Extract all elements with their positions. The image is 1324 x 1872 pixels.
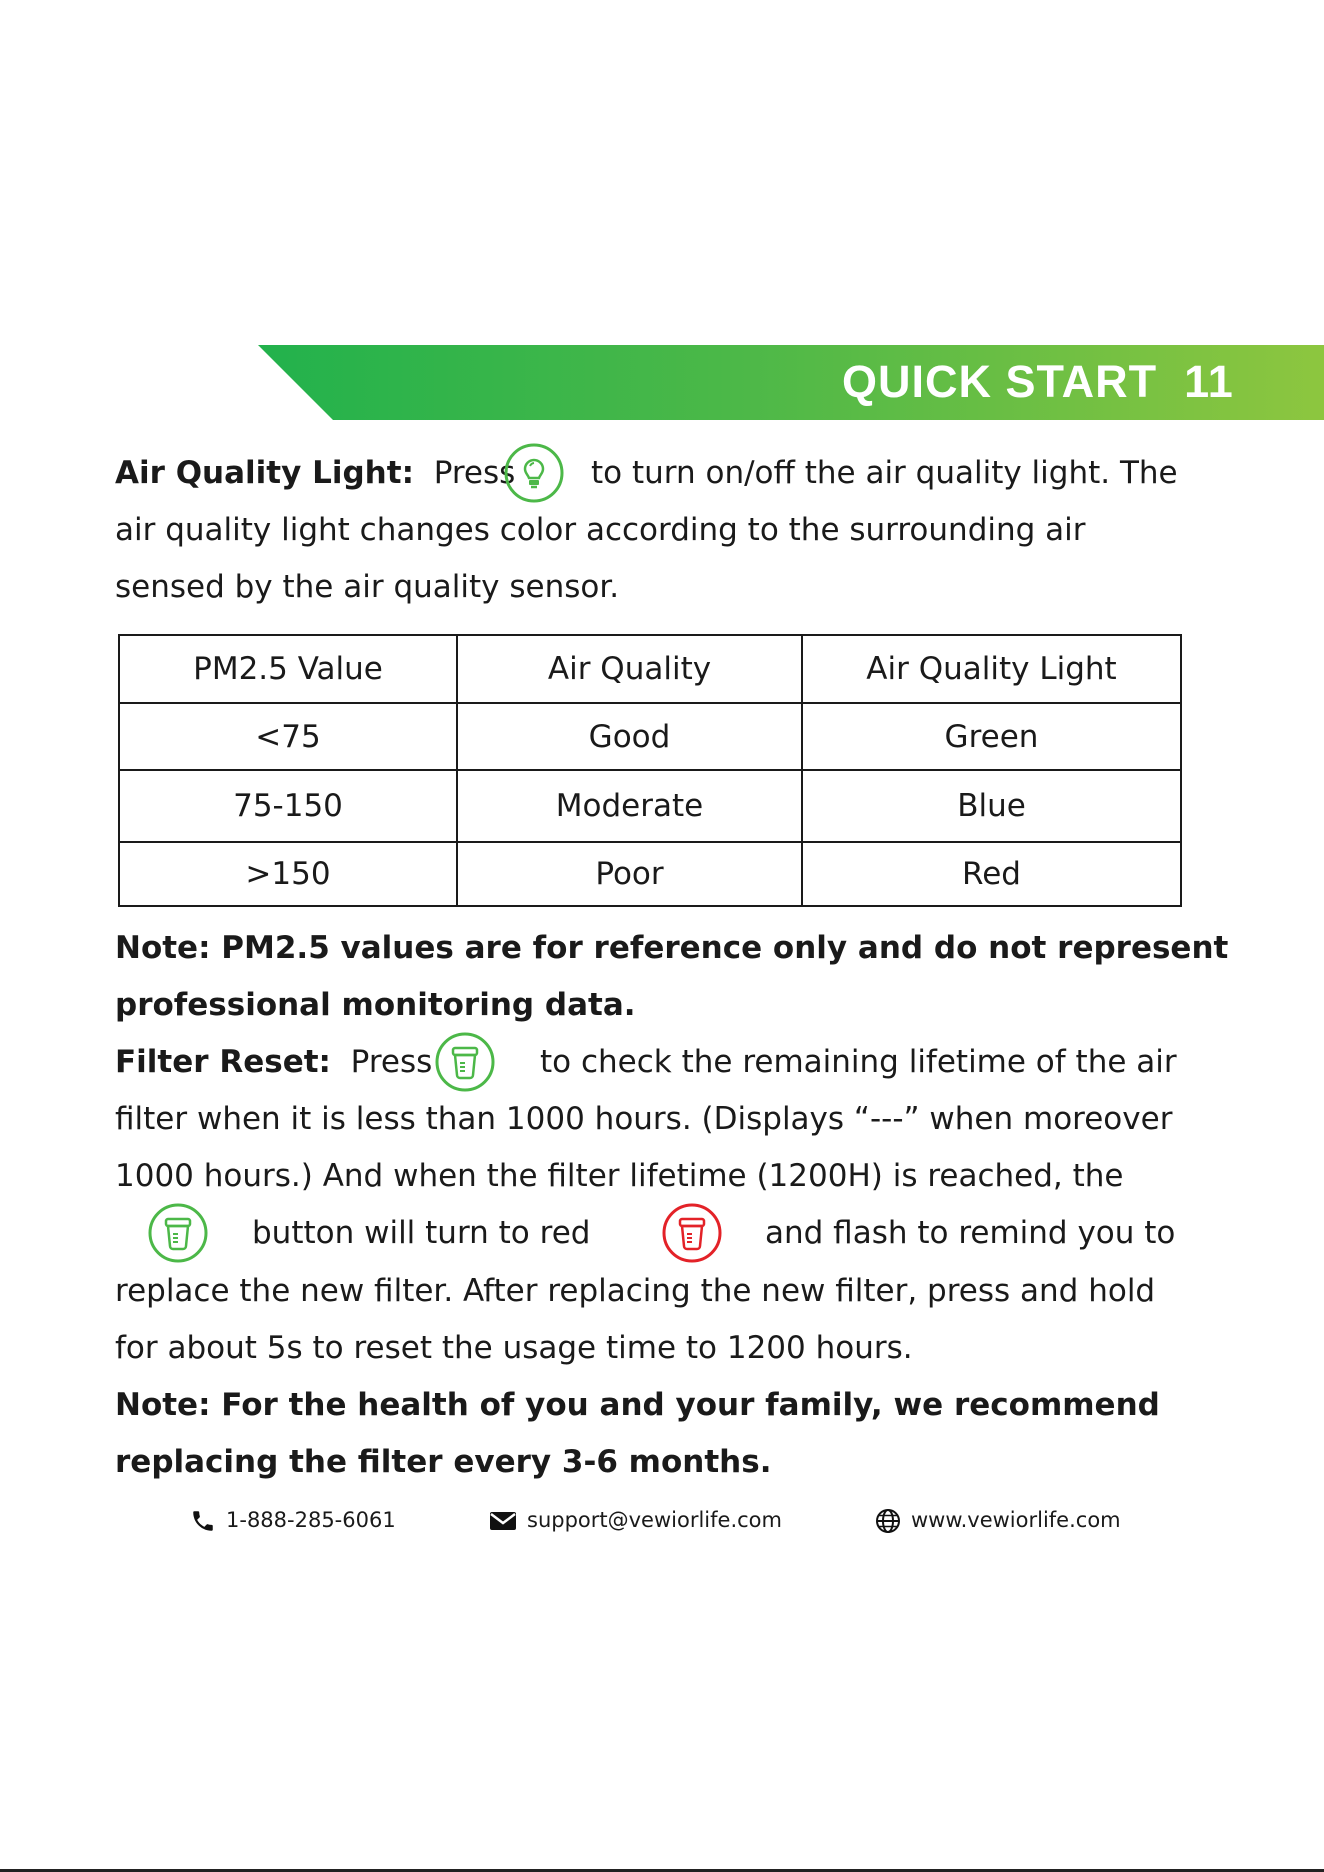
table-row <box>119 703 1181 770</box>
air-quality-line-1-rest: to turn on/off the air quality light. The <box>591 455 1178 491</box>
table-cell: >150 <box>119 842 457 906</box>
filter-reset-line-3: 1000 hours.) And when the filter lifetime (1200H) is reached, the <box>115 1158 1124 1194</box>
mail-icon <box>489 1510 517 1532</box>
light-bulb-icon[interactable] <box>503 442 565 504</box>
table-header-cell: PM2.5 Value <box>119 635 457 703</box>
air-quality-line-2: air quality light changes color according to the surrounding air <box>115 512 1086 548</box>
filter-reset-line-6: for about 5s to reset the usage time to 1200 hours. <box>115 1330 913 1366</box>
filter-reset-line-1-rest: to check the remaining lifetime of the air <box>540 1044 1177 1080</box>
phone-number: 1-888-285-6061 <box>226 1508 396 1532</box>
table-header-cell: Air Quality Light <box>802 635 1181 703</box>
table-cell: Blue <box>802 770 1181 842</box>
table-cell: Moderate <box>457 770 802 842</box>
table-cell: Good <box>457 703 802 770</box>
filter-reset-line-5: replace the new filter. After replacing the new filter, press and hold <box>115 1273 1156 1309</box>
note-health-line-1: Note: For the health of you and your family, we recommend <box>115 1387 1160 1423</box>
filter-reset-line-2: filter when it is less than 1000 hours. (Displays “---” when moreover <box>115 1101 1173 1137</box>
note-health-line-2: replacing the filter every 3-6 months. <box>115 1444 772 1480</box>
phone-icon <box>190 1508 216 1534</box>
globe-icon <box>875 1508 901 1534</box>
filter-icon[interactable] <box>147 1202 209 1264</box>
email-address: support@vewiorlife.com <box>527 1508 782 1532</box>
table-header-row <box>119 635 1181 703</box>
table-cell: 75-150 <box>119 770 457 842</box>
note-reference-line-1: Note: PM2.5 values are for reference only and do not represent <box>115 930 1229 966</box>
filter-icon-red <box>661 1202 723 1264</box>
page-number: 11 <box>1184 356 1234 407</box>
website-url: www.vewiorlife.com <box>911 1508 1121 1532</box>
table-cell: Green <box>802 703 1181 770</box>
footer-website[interactable] <box>875 1500 1121 1540</box>
note-reference-line-2: professional monitoring data. <box>115 987 636 1023</box>
air-quality-line-3: sensed by the air quality sensor. <box>115 569 620 605</box>
table-row <box>119 842 1181 906</box>
table-cell: Red <box>802 842 1181 906</box>
table-row <box>119 770 1181 842</box>
footer-email[interactable] <box>489 1500 782 1540</box>
filter-icon[interactable] <box>434 1031 496 1093</box>
pm25-table <box>118 634 1182 907</box>
footer-phone[interactable] <box>190 1500 396 1540</box>
table-cell: Poor <box>457 842 802 906</box>
filter-reset-line-4-rest: and flash to remind you to <box>765 1215 1176 1251</box>
filter-reset-line-1: Filter Reset: Press <box>115 1044 433 1080</box>
page-title: QUICK START 11 <box>842 356 1234 407</box>
filter-reset-line-4-mid: button will turn to red <box>252 1215 591 1251</box>
table-cell: <75 <box>119 703 457 770</box>
air-quality-line-1: Air Quality Light: Press <box>115 455 516 491</box>
table-header-cell: Air Quality <box>457 635 802 703</box>
